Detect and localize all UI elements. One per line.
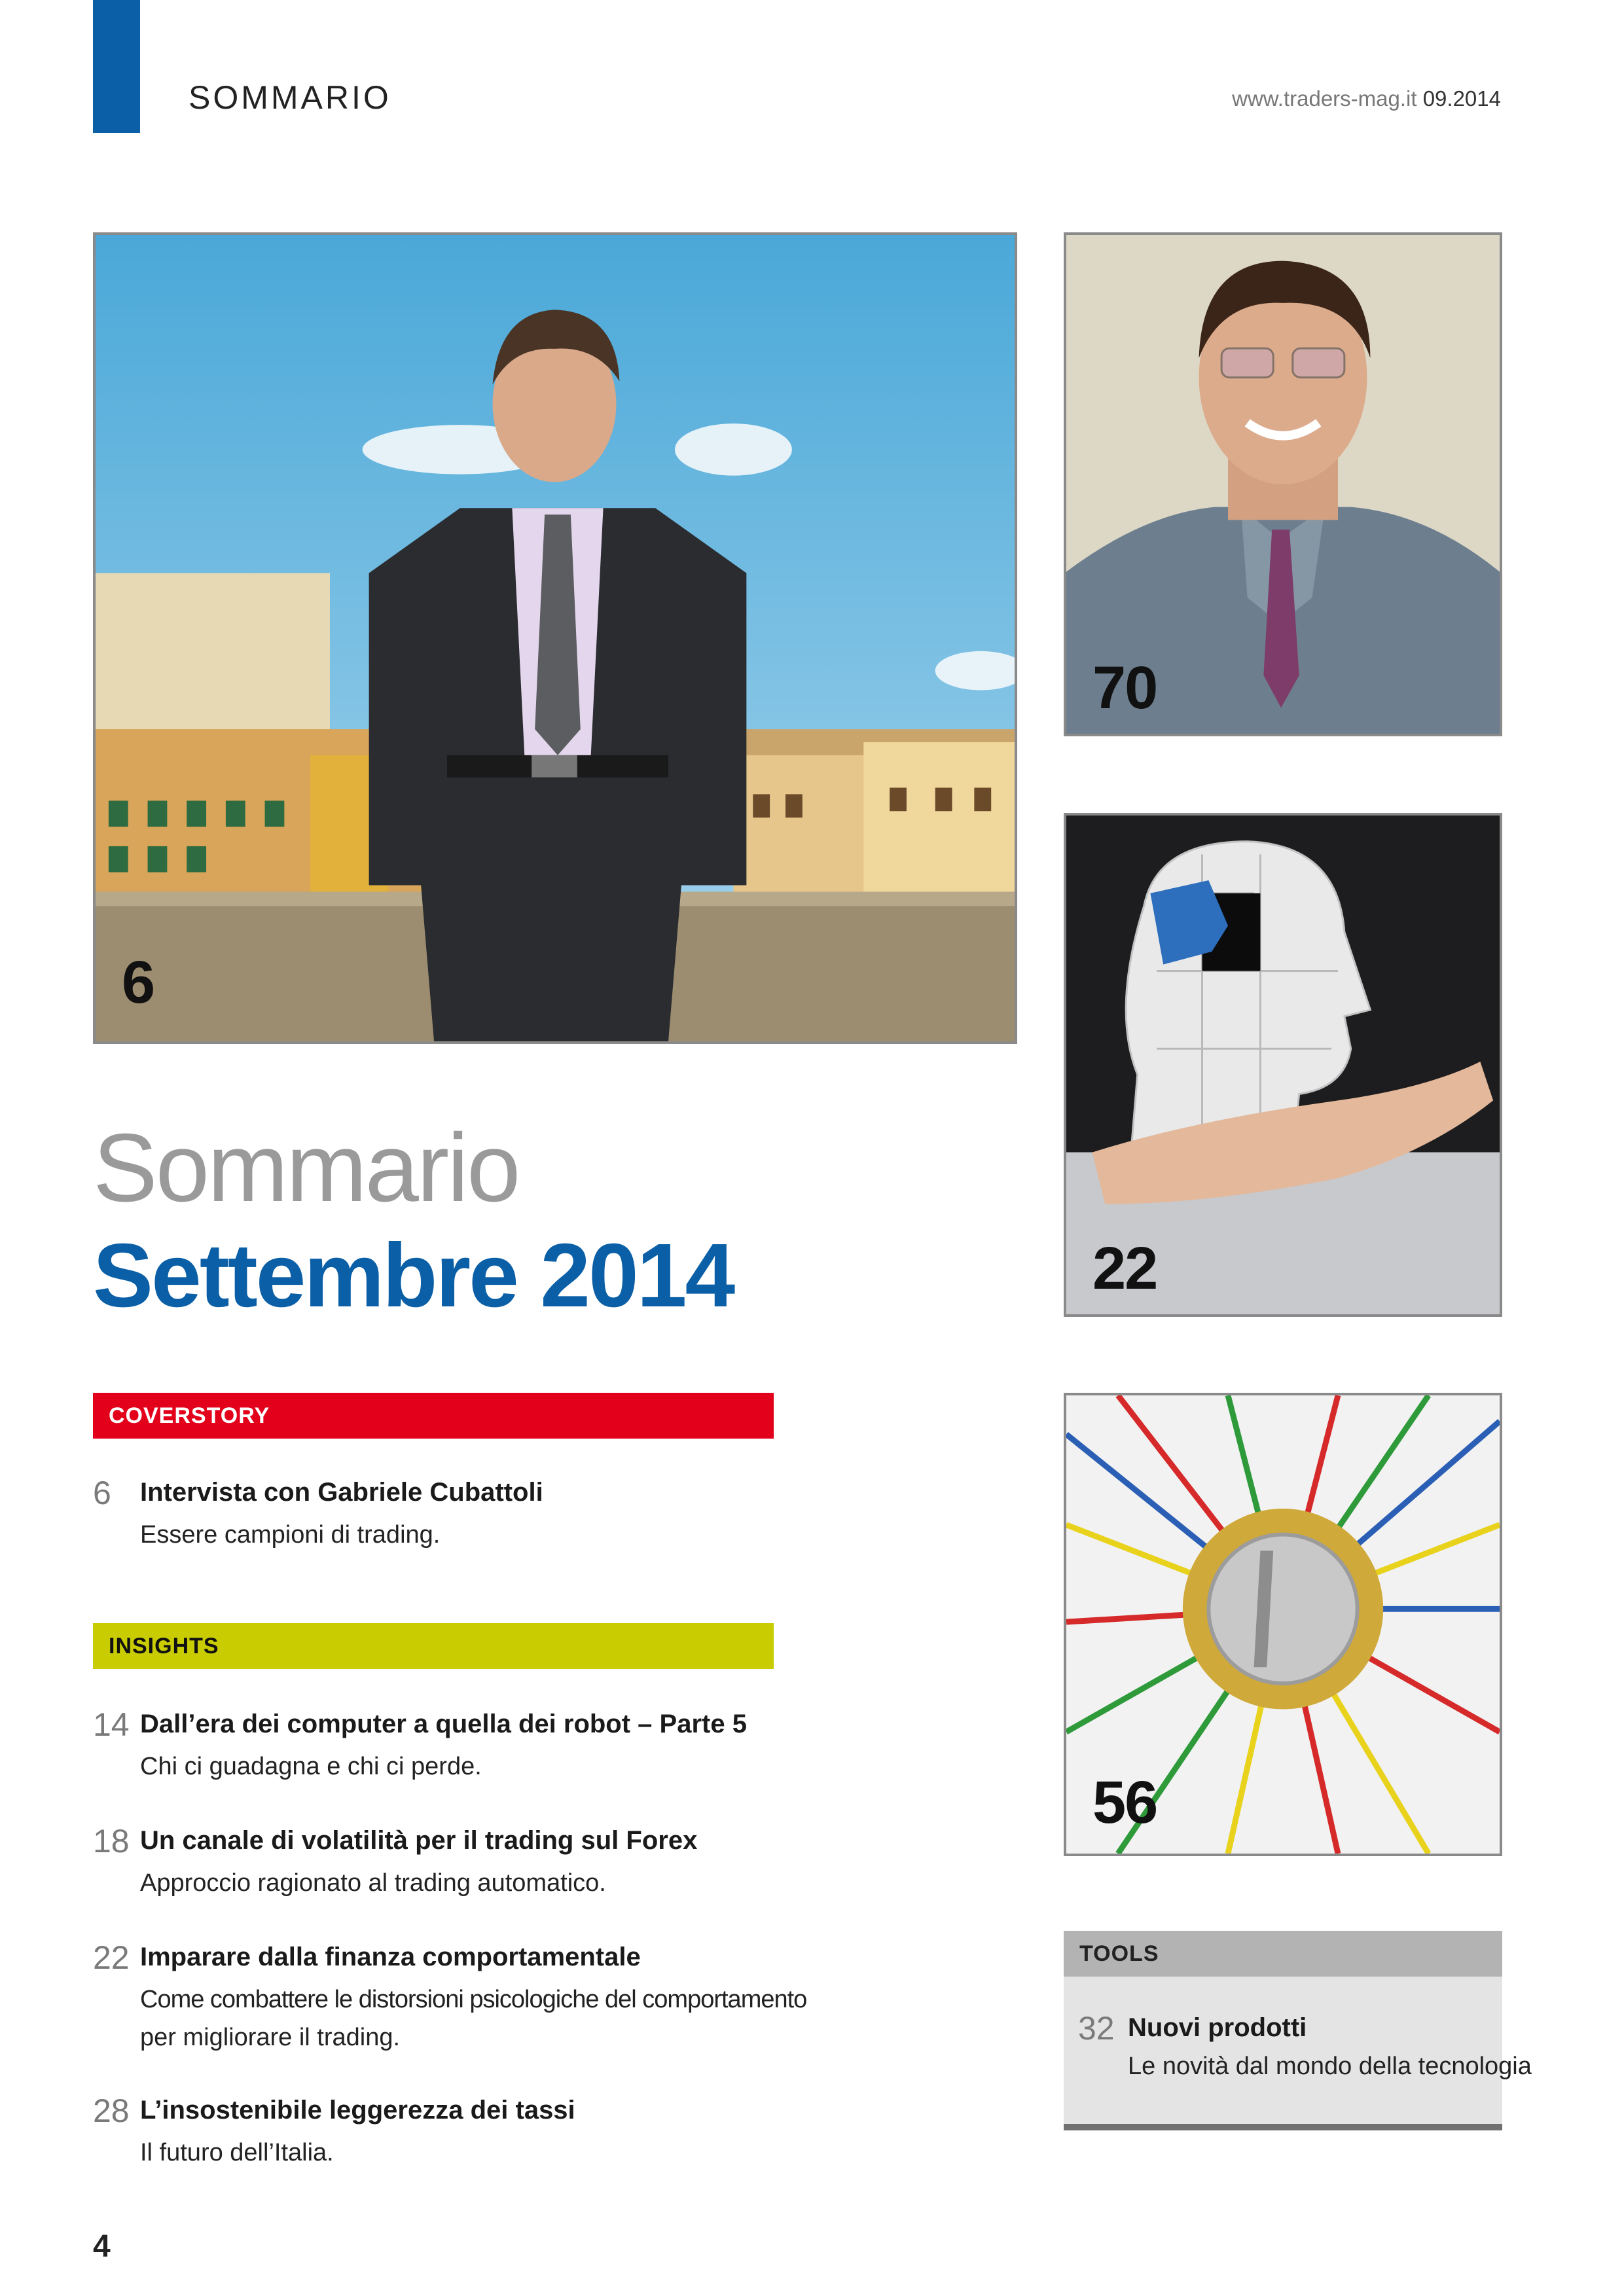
toc-item-page: 14 xyxy=(93,1706,130,1743)
header-url[interactable] xyxy=(1232,86,1501,111)
toc-item-subtitle: Essere campioni di trading. xyxy=(140,1521,441,1549)
issue-date-title: Settembre 2014 xyxy=(93,1225,734,1326)
toc-item-subtitle-line1: Come combattere le distorsioni psicologiche del comportamento xyxy=(140,1986,807,2013)
cover-photo[interactable] xyxy=(93,232,1017,1044)
portrait-photo[interactable] xyxy=(1064,232,1502,736)
toc-item-subtitle: Le novità dal mondo della tecnologia xyxy=(1128,2053,1532,2080)
tools-box xyxy=(1064,1931,1532,2130)
puzzle-head-photo[interactable] xyxy=(1064,813,1502,1317)
toc-item-subtitle-line2: per migliorare il trading. xyxy=(140,2024,401,2051)
toc-item-title[interactable]: Un canale di volatilità per il trading sul Forex xyxy=(140,1826,698,1855)
toc-item-page: 18 xyxy=(93,1823,130,1859)
toc-item[interactable] xyxy=(93,1939,813,2060)
page-number: 4 xyxy=(93,2229,111,2264)
toc-item-subtitle: Approccio ragionato al trading automatico. xyxy=(140,1869,606,1897)
coin-photo-page-number: 56 xyxy=(1092,1769,1157,1836)
toc-item-subtitle: Il futuro dell’Italia. xyxy=(140,2139,334,2166)
header-section-label: SOMMARIO xyxy=(189,79,391,116)
cover-photo-image xyxy=(96,235,1015,1041)
portrait-photo-page-number: 70 xyxy=(1092,655,1157,721)
toc-item-page: 22 xyxy=(93,1939,130,1976)
puzzle-photo-page-number: 22 xyxy=(1092,1235,1157,1302)
section-coverstory-header: COVERSTORY xyxy=(93,1393,774,1439)
page-title: Sommario xyxy=(93,1114,519,1222)
header-url-text[interactable]: www.traders-mag.it xyxy=(1232,86,1417,111)
toc-item-title[interactable]: Intervista con Gabriele Cubattoli xyxy=(140,1478,543,1507)
toc-item-page: 28 xyxy=(93,2092,130,2129)
section-tools-header: TOOLS xyxy=(1064,1931,1502,1977)
section-insights-header: INSIGHTS xyxy=(93,1623,774,1669)
coin-photo[interactable] xyxy=(1064,1393,1502,1856)
toc-item-title[interactable]: Imparare dalla finanza comportamentale xyxy=(140,1943,641,1971)
cover-photo-page-number: 6 xyxy=(122,949,154,1016)
toc-item-subtitle: Chi ci guadagna e chi ci perde. xyxy=(140,1753,482,1780)
toc-item-title[interactable]: L’insostenibile leggerezza dei tassi xyxy=(140,2096,575,2125)
toc-item[interactable] xyxy=(93,1823,813,1905)
toc-item-title[interactable]: Nuovi prodotti xyxy=(1128,2013,1307,2042)
toc-item-page: 32 xyxy=(1078,2010,1115,2047)
toc-item[interactable] xyxy=(93,2092,813,2174)
toc-item-subtitle xyxy=(140,1981,873,2056)
header-issue: 09.2014 xyxy=(1422,86,1501,111)
toc-item-title[interactable]: Dall’era dei computer a quella dei robot – Parte 5 xyxy=(140,1710,747,1738)
toc-item-page: 6 xyxy=(93,1475,111,1511)
toc-item[interactable] xyxy=(93,1475,813,1556)
header-accent-bar xyxy=(93,0,140,133)
toc-item[interactable] xyxy=(93,1706,813,1788)
